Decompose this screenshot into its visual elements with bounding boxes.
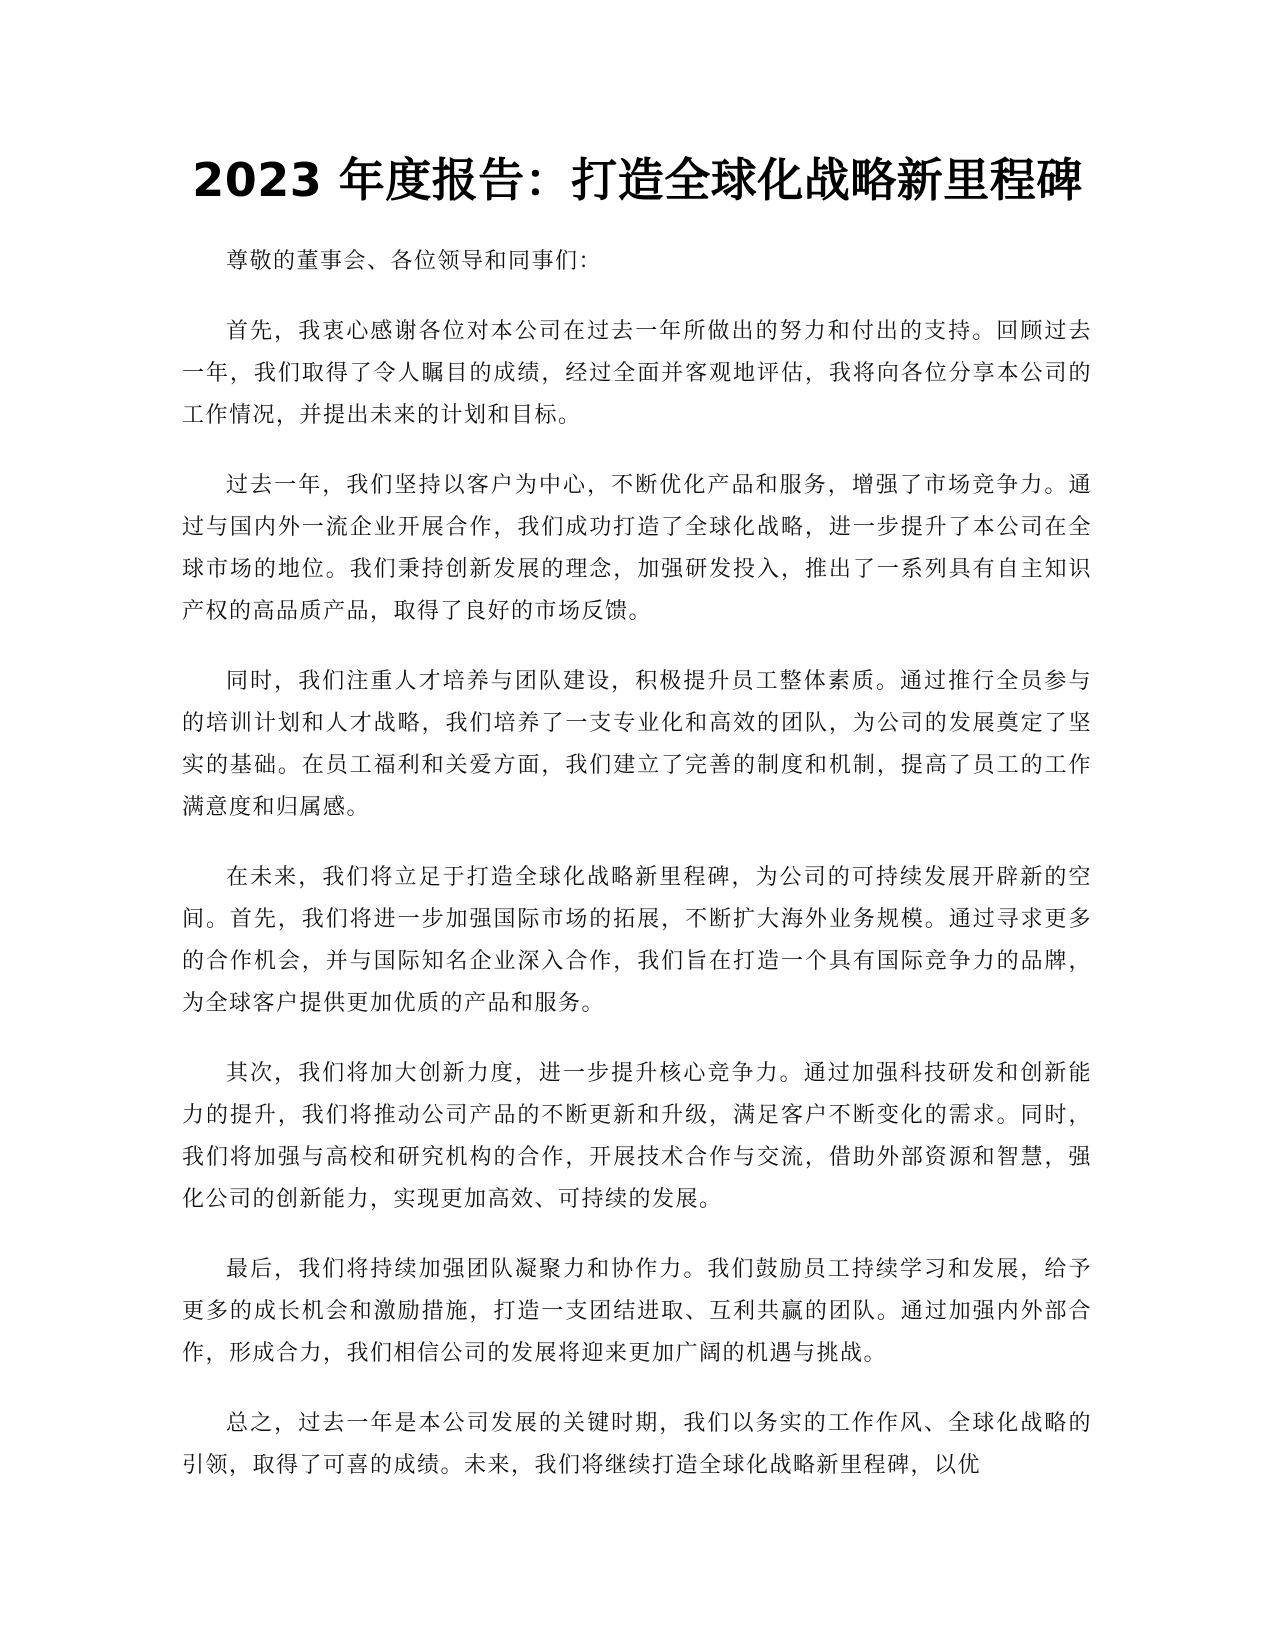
body-paragraph: 其次，我们将加大创新力度，进一步提升核心竞争力。通过加强科技研发和创新能力的提升，我们将推动公司产品的不断更新和升级，满足客户不断变化的需求。同时，我们将加强与高校和研究机构的合作，开展技术合作与交流，借助外部资源和智慧，强化公司的创新能力，实现更加高效、可持续的发展。 <box>182 1061 1092 1212</box>
body-paragraph: 在未来，我们将立足于打造全球化战略新里程碑，为公司的可持续发展开辟新的空间。首先，我们将进一步加强国际市场的拓展，不断扩大海外业务规模。通过寻求更多的合作机会，并与国际知名企业深入合作，我们旨在打造一个具有国际竞争力的品牌，为全球客户提供更加优质的产品和服务。 <box>182 865 1092 1016</box>
body-paragraph: 过去一年，我们坚持以客户为中心，不断优化产品和服务，增强了市场竞争力。通过与国内外一流企业开展合作，我们成功打造了全球化战略，进一步提升了本公司在全球市场的地位。我们秉持创新发展的理念，加强研发投入，推出了一系列具有自主知识产权的高品质产品，取得了良好的市场反馈。 <box>182 473 1092 624</box>
body-paragraph: 首先，我衷心感谢各位对本公司在过去一年所做出的努力和付出的支持。回顾过去一年，我们取得了令人瞩目的成绩，经过全面并客观地评估，我将向各位分享本公司的工作情况，并提出未来的计划和目标。 <box>182 319 1092 428</box>
body-paragraph: 最后，我们将持续加强团队凝聚力和协作力。我们鼓励员工持续学习和发展，给予更多的成长机会和激励措施，打造一支团结进取、互利共赢的团队。通过加强内外部合作，形成合力，我们相信公司的发展将迎来更加广阔的机遇与挑战。 <box>182 1257 1092 1366</box>
body-paragraph: 同时，我们注重人才培养与团队建设，积极提升员工整体素质。通过推行全员参与的培训计划和人才战略，我们培养了一支专业化和高效的团队，为公司的发展奠定了坚实的基础。在员工福利和关爱方面，我们建立了完善的制度和机制，提高了员工的工作满意度和归属感。 <box>182 669 1092 820</box>
document-title: 2023 年度报告：打造全球化战略新里程碑 <box>192 153 1083 207</box>
document-body <box>182 241 1092 1515</box>
salutation-paragraph: 尊敬的董事会、各位领导和同事们： <box>226 249 603 274</box>
body-paragraph: 总之，过去一年是本公司发展的关键时期，我们以务实的工作作风、全球化战略的引领，取得了可喜的成绩。未来，我们将继续打造全球化战略新里程碑，以优 <box>182 1411 1092 1478</box>
